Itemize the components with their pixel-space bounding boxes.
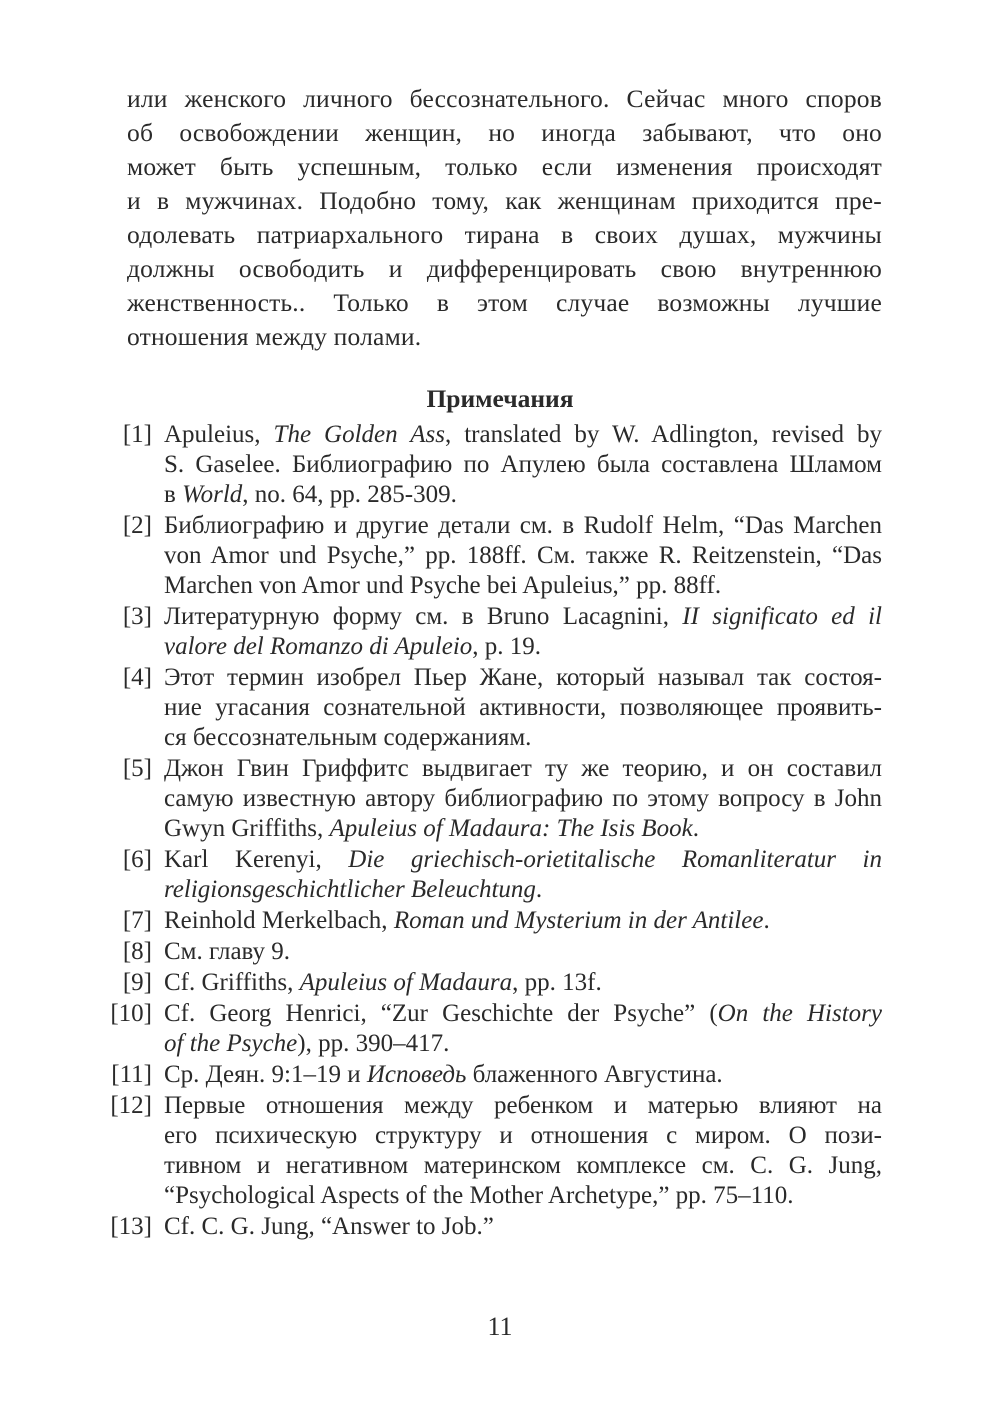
note-number: [3] bbox=[122, 603, 152, 630]
italic-title: Apuleius of Madaura: The Isis Book bbox=[329, 815, 693, 842]
body-line: может быть успешным, только если изменения происходят bbox=[127, 152, 882, 181]
note-item bbox=[100, 999, 882, 1059]
note-line bbox=[164, 480, 882, 510]
note-line bbox=[164, 663, 882, 693]
note-segment: его психическую структуру и отношения с миром. О пози- bbox=[164, 1122, 882, 1149]
note-segment: von Amor und Psyche,” pp. 188ff. См. также R. Reitzenstein, “Das bbox=[164, 542, 882, 569]
italic-title: World bbox=[182, 481, 243, 508]
note-line bbox=[164, 511, 882, 541]
note-number: [12] bbox=[110, 1092, 152, 1119]
note-item bbox=[100, 906, 882, 936]
note-line bbox=[164, 723, 882, 753]
page-number: 11 bbox=[487, 1312, 513, 1341]
note-line bbox=[164, 814, 882, 844]
note-number: [1] bbox=[122, 421, 152, 448]
italic-title: valore del Romanzo di Apuleio bbox=[164, 633, 473, 660]
note-segment: Apuleius, bbox=[164, 421, 274, 448]
note-segment: , p. 19. bbox=[472, 633, 542, 660]
note-segment: Библиографию и другие детали см. в Rudolf Helm, “Das Marchen bbox=[164, 512, 882, 539]
note-item bbox=[100, 754, 882, 844]
body-line: женственность.. Только в этом случае возможны лучшие bbox=[127, 288, 882, 317]
note-text bbox=[164, 663, 882, 753]
note-segment: ние угасания сознательной активности, позволяющее проявить- bbox=[164, 694, 882, 721]
body-line: одолевать патриархального тирана в своих душах, мужчины bbox=[127, 220, 882, 249]
note-segment: , pp. 13f. bbox=[512, 969, 602, 996]
note-number: [5] bbox=[122, 755, 152, 782]
note-line bbox=[164, 784, 882, 814]
note-segment: , no. 64, pp. 285-309. bbox=[242, 481, 457, 508]
note-line bbox=[164, 450, 882, 480]
note-segment: Этот термин изобрел Пьер Жане, который называл так состоя- bbox=[164, 664, 882, 691]
body-line: и в мужчинах. Подобно тому, как женщинам приходится пре- bbox=[127, 186, 882, 215]
italic-title: Die griechisch-orietitalische Romanliteratur in bbox=[348, 846, 882, 873]
note-segment: блаженного Августина. bbox=[466, 1061, 723, 1088]
body-paragraph bbox=[127, 82, 882, 354]
note-line bbox=[164, 420, 882, 450]
body-line: или женского личного бессознательного. Сейчас много споров bbox=[127, 84, 882, 113]
note-number: [2] bbox=[122, 512, 152, 539]
italic-title: Roman und Mysterium in der Antilee bbox=[393, 907, 764, 934]
note-segment: . bbox=[692, 815, 699, 842]
note-text bbox=[164, 845, 882, 905]
note-segment: . bbox=[535, 876, 543, 903]
note-segment: Marchen von Amor und Psyche bei Apuleius,” pp. 88ff. bbox=[164, 572, 722, 599]
note-segment: Джон Гвин Гриффитс выдвигает ту же теорию, и он составил bbox=[164, 755, 882, 782]
note-segment: Cf. Georg Henrici, “Zur Geschichte der Psyche” ( bbox=[164, 1000, 718, 1027]
note-text bbox=[164, 906, 882, 936]
note-segment: Литературную форму см. в Bruno Lacagnini, bbox=[164, 603, 683, 630]
note-segment: . bbox=[763, 907, 770, 934]
note-number: [9] bbox=[122, 969, 152, 996]
note-item bbox=[100, 663, 882, 753]
notes-heading: Примечания bbox=[426, 384, 574, 413]
note-segment: S. Gaselee. Библиографию по Апулею была составлена Шламом bbox=[164, 451, 882, 478]
note-item bbox=[100, 511, 882, 601]
note-text bbox=[164, 1060, 882, 1090]
note-item bbox=[100, 1212, 882, 1242]
italic-title: of the Psyche bbox=[164, 1030, 298, 1057]
note-segment: Ср. Деян. 9:1–19 и bbox=[164, 1061, 367, 1088]
note-text bbox=[164, 420, 882, 510]
body-line: отношения между полами. bbox=[127, 322, 422, 351]
body-line: об освобождении женщин, но иногда забывают, что оно bbox=[127, 118, 882, 147]
note-number: [13] bbox=[110, 1213, 152, 1240]
note-number: [11] bbox=[111, 1061, 152, 1088]
italic-title: Исповедь bbox=[366, 1061, 467, 1088]
note-line bbox=[164, 1151, 882, 1181]
note-segment: Gwyn Griffiths, bbox=[164, 815, 330, 842]
note-line bbox=[164, 1091, 882, 1121]
note-line bbox=[164, 541, 882, 571]
note-number: [8] bbox=[122, 938, 152, 965]
note-item bbox=[100, 937, 882, 967]
italic-title: The Golden Ass bbox=[273, 421, 445, 448]
note-item bbox=[100, 602, 882, 662]
note-segment: Cf. Griffiths, bbox=[164, 969, 300, 996]
note-segment: самую известную автору библиографию по этому вопросу в John bbox=[164, 785, 882, 812]
note-segment: Первые отношения между ребенком и матерью влияют на bbox=[164, 1092, 882, 1119]
italic-title: II significato ed il bbox=[682, 603, 882, 630]
note-line bbox=[164, 1060, 882, 1090]
note-segment: ), pp. 390–417. bbox=[297, 1030, 450, 1057]
italic-title: religionsgeschichtlicher Beleuchtung bbox=[164, 876, 536, 903]
note-segment: , translated by W. Adlington, revised by bbox=[444, 421, 883, 448]
note-text bbox=[164, 511, 882, 601]
note-text bbox=[164, 754, 882, 844]
note-line bbox=[164, 1181, 882, 1211]
note-line bbox=[164, 1121, 882, 1151]
note-line bbox=[164, 571, 882, 601]
note-text bbox=[164, 999, 882, 1059]
note-text bbox=[164, 1091, 882, 1211]
notes-list bbox=[100, 420, 882, 1243]
body-line: должны освободить и дифференцировать свою внутреннюю bbox=[127, 254, 882, 283]
note-line bbox=[164, 845, 882, 875]
note-segment: Reinhold Merkelbach, bbox=[164, 907, 394, 934]
note-text bbox=[164, 602, 882, 662]
note-text bbox=[164, 937, 882, 967]
note-text bbox=[164, 1212, 882, 1242]
note-text bbox=[164, 968, 882, 998]
note-item bbox=[100, 845, 882, 905]
note-segment: ся бессознательным содержаниям. bbox=[164, 724, 532, 751]
note-line bbox=[164, 906, 882, 936]
note-item bbox=[100, 968, 882, 998]
note-number: [7] bbox=[122, 907, 152, 934]
note-line bbox=[164, 1212, 882, 1242]
note-segment: Cf. C. G. Jung, “Answer to Job.” bbox=[164, 1213, 494, 1240]
note-line bbox=[164, 693, 882, 723]
note-line bbox=[164, 875, 882, 905]
note-segment: Karl Kerenyi, bbox=[164, 846, 349, 873]
note-segment: “Psychological Aspects of the Mother Archetype,” pp. 75–110. bbox=[164, 1182, 794, 1209]
note-line bbox=[164, 968, 882, 998]
note-line bbox=[164, 754, 882, 784]
note-line bbox=[164, 937, 882, 967]
note-segment: в bbox=[164, 481, 183, 508]
note-item bbox=[100, 420, 882, 510]
italic-title: On the History bbox=[717, 1000, 882, 1027]
note-item bbox=[100, 1091, 882, 1211]
note-line bbox=[164, 999, 882, 1029]
note-line bbox=[164, 632, 882, 662]
note-number: [10] bbox=[110, 1000, 152, 1027]
note-item bbox=[100, 1060, 882, 1090]
italic-title: Apuleius of Madaura bbox=[299, 969, 513, 996]
note-segment: тивном и негативном материнском комплексе см. C. G. Jung, bbox=[164, 1152, 882, 1179]
note-segment: См. главу 9. bbox=[164, 938, 291, 965]
note-number: [4] bbox=[122, 664, 152, 691]
note-line bbox=[164, 1029, 882, 1059]
note-line bbox=[164, 602, 882, 632]
note-number: [6] bbox=[122, 846, 152, 873]
